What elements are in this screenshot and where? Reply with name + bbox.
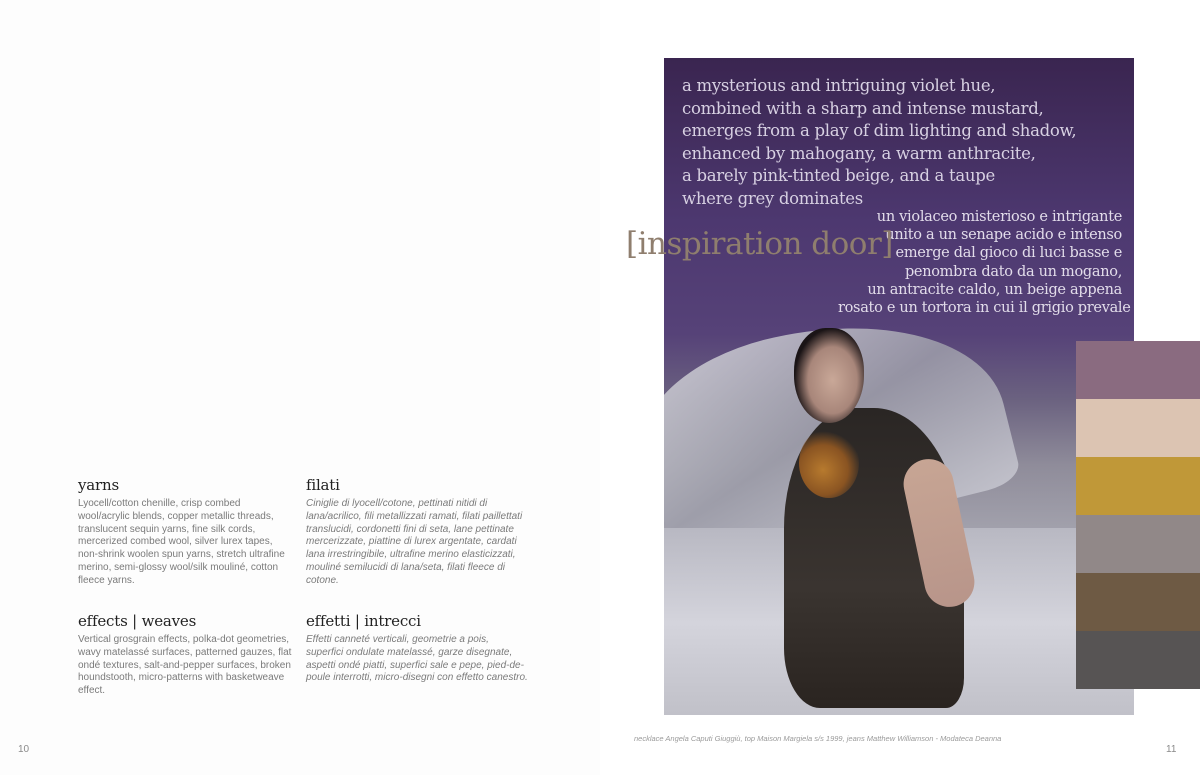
color-swatch (1076, 399, 1200, 457)
italian-text-line: emerge dal gioco di luci basse e (895, 245, 1122, 262)
color-swatch (1076, 631, 1200, 689)
english-text-line: a barely pink-tinted beige, and a taupe (682, 166, 995, 185)
color-swatch (1076, 515, 1200, 573)
english-text-line: where grey dominates (682, 188, 863, 208)
page-title: [inspiration door] (626, 226, 893, 262)
photo-credit: necklace Angela Caputi Giuggiù, top Maison Margiela s/s 1999, jeans Matthew Williamson - Modateca Deanna (634, 734, 1002, 743)
color-swatch (1076, 341, 1200, 399)
yarns-body: Lyocell/cotton chenille, crisp combed wool/acrylic blends, copper metallic threads, translucent sequin yarns, fine silk cords, mercerized combed wool, silver lurex tapes, non-shrink woolen spun yarns, stretch ultrafine merino, semi-glossy wool/silk mouliné, cotton fleece yarns. (78, 498, 285, 586)
effetti-heading: effetti | intrecci (306, 612, 421, 630)
effects-heading: effects | weaves (78, 612, 197, 630)
effetti-body: Effetti canneté verticali, geometrie a pois, superfici ondulate matelassé, garze disegnate, aspetti ondé piatti, superfici sale e pepe, pied-de-poule interrotti, micro-disegni con effetto canestro. (306, 634, 528, 684)
color-swatch (1076, 457, 1200, 515)
effects-section (78, 612, 292, 698)
photo-necklace (799, 428, 859, 498)
page-number-left: 10 (18, 744, 30, 755)
italian-text-line: unito a un senape acido e intenso (885, 227, 1122, 244)
italian-text-line: penombra dato da un mogano, (904, 263, 1122, 280)
english-text-line: a mysterious and intriguing violet hue, (682, 76, 996, 95)
filati-heading: filati (306, 476, 340, 494)
yarns-heading: yarns (78, 476, 119, 494)
color-swatches (1076, 341, 1200, 689)
italian-text-line: un antracite caldo, un beige appena (867, 281, 1122, 298)
yarns-section (78, 476, 292, 588)
italian-text-line: un violaceo misterioso e intrigante (876, 209, 1122, 225)
english-text-line: enhanced by mahogany, a warm anthracite, (682, 143, 1036, 163)
filati-section (306, 476, 528, 588)
effects-body: Vertical grosgrain effects, polka-dot geometries, wavy matelassé surfaces, patterned gauzes, flat ondé textures, salt-and-pepper surfaces, broken houndstooth, micro-patterns with basketweave effect. (78, 634, 292, 697)
filati-body: Ciniglie di lyocell/cotone, pettinati nitidi di lana/acrilico, fili metallizzati ramati, filati paillettati translucidi, cordonetti fini di seta, lane pettinate mercerizzate, piattine di lurex argentate, cardati lana irrestringibile, ultrafine merino elasticizzati, mouliné semilucidi di lana/seta, filati fleece di cotone. (306, 498, 523, 586)
italian-text-line: rosato e un tortora in cui il grigio prevale (838, 300, 1131, 317)
english-text-line: combined with a sharp and intense mustard, (682, 98, 1044, 118)
page-number-right: 11 (1166, 744, 1177, 755)
inspiration-text-english (682, 75, 1132, 210)
photo-model-head (794, 328, 864, 423)
color-swatch (1076, 573, 1200, 631)
english-text-line: emerges from a play of dim lighting and shadow, (682, 121, 1077, 140)
inspiration-text-italian (838, 208, 1131, 317)
effetti-section (306, 612, 528, 685)
